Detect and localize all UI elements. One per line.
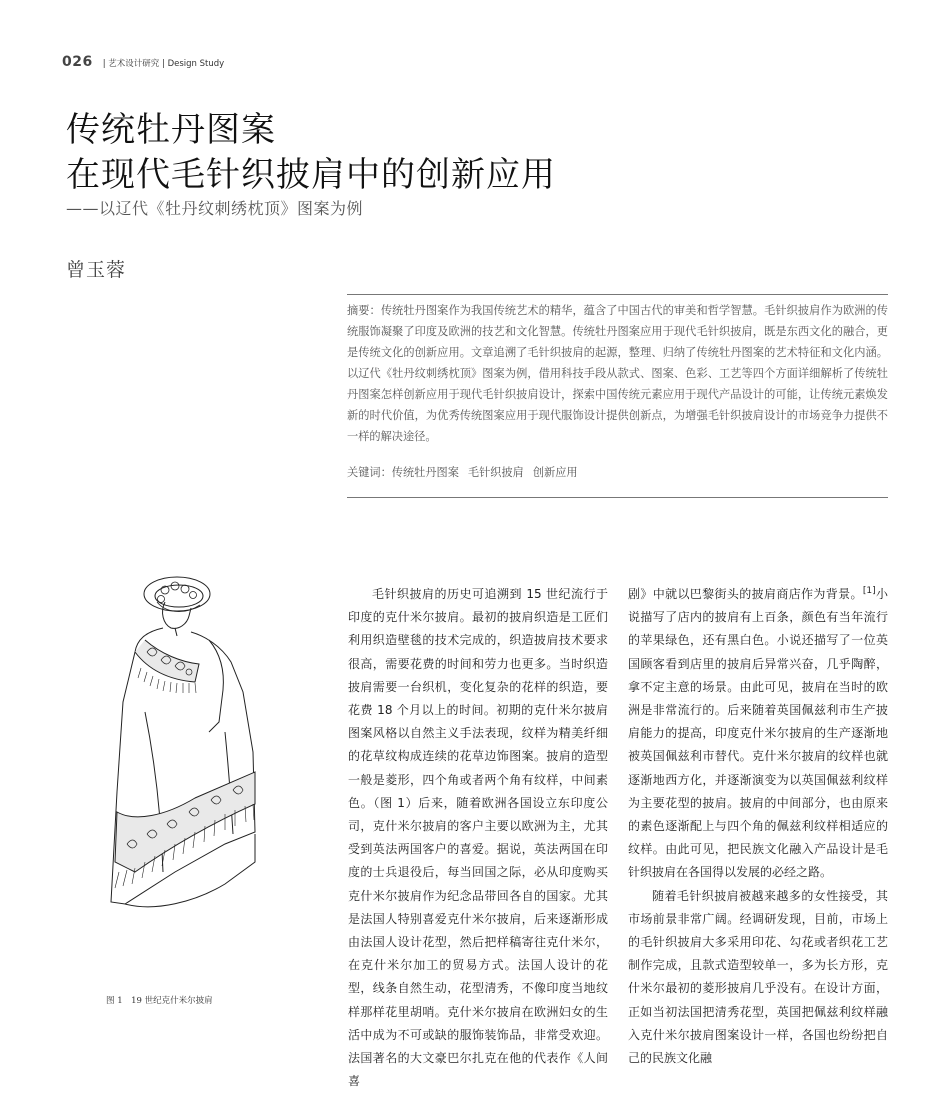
article-subtitle: ——以辽代《牡丹纹刺绣枕顶》图案为例: [66, 199, 364, 218]
shawl-border-lower: [115, 772, 255, 872]
abstract-top-rule: [347, 294, 888, 295]
article-title-line-1: 传统牡丹图案: [66, 110, 276, 150]
arm-outline: [209, 640, 223, 732]
shawl-border-upper: [135, 640, 199, 682]
body-paragraph: [628, 583, 888, 885]
running-header: [62, 54, 224, 74]
body-text: 剧》中就以巴黎街头的披肩商店作为背景。: [628, 587, 863, 601]
figure-caption: 图 1 19 世纪克什米尔披肩: [106, 996, 213, 1006]
abstract: 摘要：传统牡丹图案作为我国传统艺术的精华，蕴含了中国古代的审美和哲学智慧。毛针织披肩作为欧洲的传统服饰凝聚了印度及欧洲的技艺和文化智慧。传统牡丹图案应用于现代毛针织披肩，既是东西文化的融合，更是传统文化的创新应用。文章追溯了毛针织披肩的起源，整理、归纳了传统牡丹图案的艺术特征和文化内涵。以辽代《牡丹纹刺绣枕顶》图案为例，借用科技手段从款式、图案、色彩、工艺等四个方面详细解析了传统牡丹图案怎样创新应用于现代毛针织披肩设计，探索中国传统元素应用于现代产品设计的可能，让传统元素焕发新的时代价值，为优秀传统图案应用于现代服饰设计提供创新点，为增强毛针织披肩设计的市场竞争力提供不一样的解决途径。: [347, 304, 888, 443]
abstract-bottom-rule: [347, 497, 888, 498]
body-column-left: [348, 583, 608, 1093]
article-title-line-2: 在现代毛针织披肩中的创新应用: [66, 155, 556, 195]
neck: [175, 628, 177, 636]
section-label: | 艺术设计研究 | Design Study: [102, 59, 225, 69]
keyword: 毛针织披肩: [467, 466, 524, 479]
body-paragraph: 随着毛针织披肩被越来越多的女性接受，其市场前景非常广阔。经调研发现，目前，市场上的毛针织披肩大多采用印花、勾花或者织花工艺制作完成，且款式造型较单一，多为长方形，克什米尔最初的菱形披肩几乎没有。在设计方面，正如当初法国把清秀花型，英国把佩兹利纹样融入克什米尔披肩图案设计一样，各国也纷纷把自己的民族文化融: [628, 888, 888, 1066]
page-number: 026: [62, 54, 93, 70]
keywords-label: 关键词：: [347, 466, 392, 479]
keyword: 传统牡丹图案: [391, 466, 459, 479]
keywords: [347, 464, 587, 480]
body-text: 小说描写了店内的披肩有上百条，颜色有当年流行的苹果绿色，还有黑白色。小说还描写了一位英国顾客看到店里的披肩后异常兴奋，几乎陶醉，拿不定主意的场景。由此可见，披肩在当时的欧洲是非常流行的。后来随着英国佩兹利市生产披肩能力的提高，印度克什米尔披肩的生产逐渐地被英国佩兹利市替代。克什米尔披肩的纹样也就逐渐地西方化，并逐渐演变为以英国佩兹利纹样为主要花型的披肩。披肩的中间部分，也由原来的素色逐渐配上与四个角的佩兹利纹样相适应的纹样。由此可见，把民族文化融入产品设计是毛针织披肩在各国得以发展的必经之路。: [628, 587, 888, 880]
shawl-figure-illustration: [105, 572, 265, 952]
body-paragraph: 毛针织披肩的历史可追溯到 15 世纪流行于印度的克什米尔披肩。最初的披肩织造是工匠们利用织造壁毯的技术完成的，织造披肩技术要求很高，需要花费的时间和劳力也更多。当时织造披肩需要一台织机，变化复杂的花样的织造，要花费 18 个月以上的时间。初期的克什米尔披肩图案风格以自然主义手法表现，纹样为精美纤细的花草纹构成连续的花草边饰图案。披肩的造型一般是菱形，四个角或者两个角有纹样，中间素色。（图 1）后来，随着欧洲各国设立东印度公司，克什米尔披肩的客户主要以欧洲为主，尤其受到英法两国客户的喜爱。据说，英法两国在印度的士兵退役后，每当回国之际，必从印度购买克什米尔披肩作为纪念品带回各自的国家。尤其是法国人特别喜爱克什米尔披肩，后来逐渐形成由法国人设计花型，然后把样稿寄往克什米尔，在克什米尔加工的贸易方式。法国人设计的花型，线条自然生动，花型清秀，不像印度当地纹样那样花里胡哨。克什米尔披肩在欧洲妇女的生活中成为不可或缺的服饰装饰品，非常受欢迎。法国著名的大文豪巴尔扎克在他的代表作《人间喜: [348, 587, 608, 1089]
body-column-right: [628, 583, 888, 1070]
author-name: 曾玉蓉: [66, 259, 127, 281]
citation-marker: [1]: [862, 586, 876, 596]
keyword: 创新应用: [532, 466, 578, 479]
